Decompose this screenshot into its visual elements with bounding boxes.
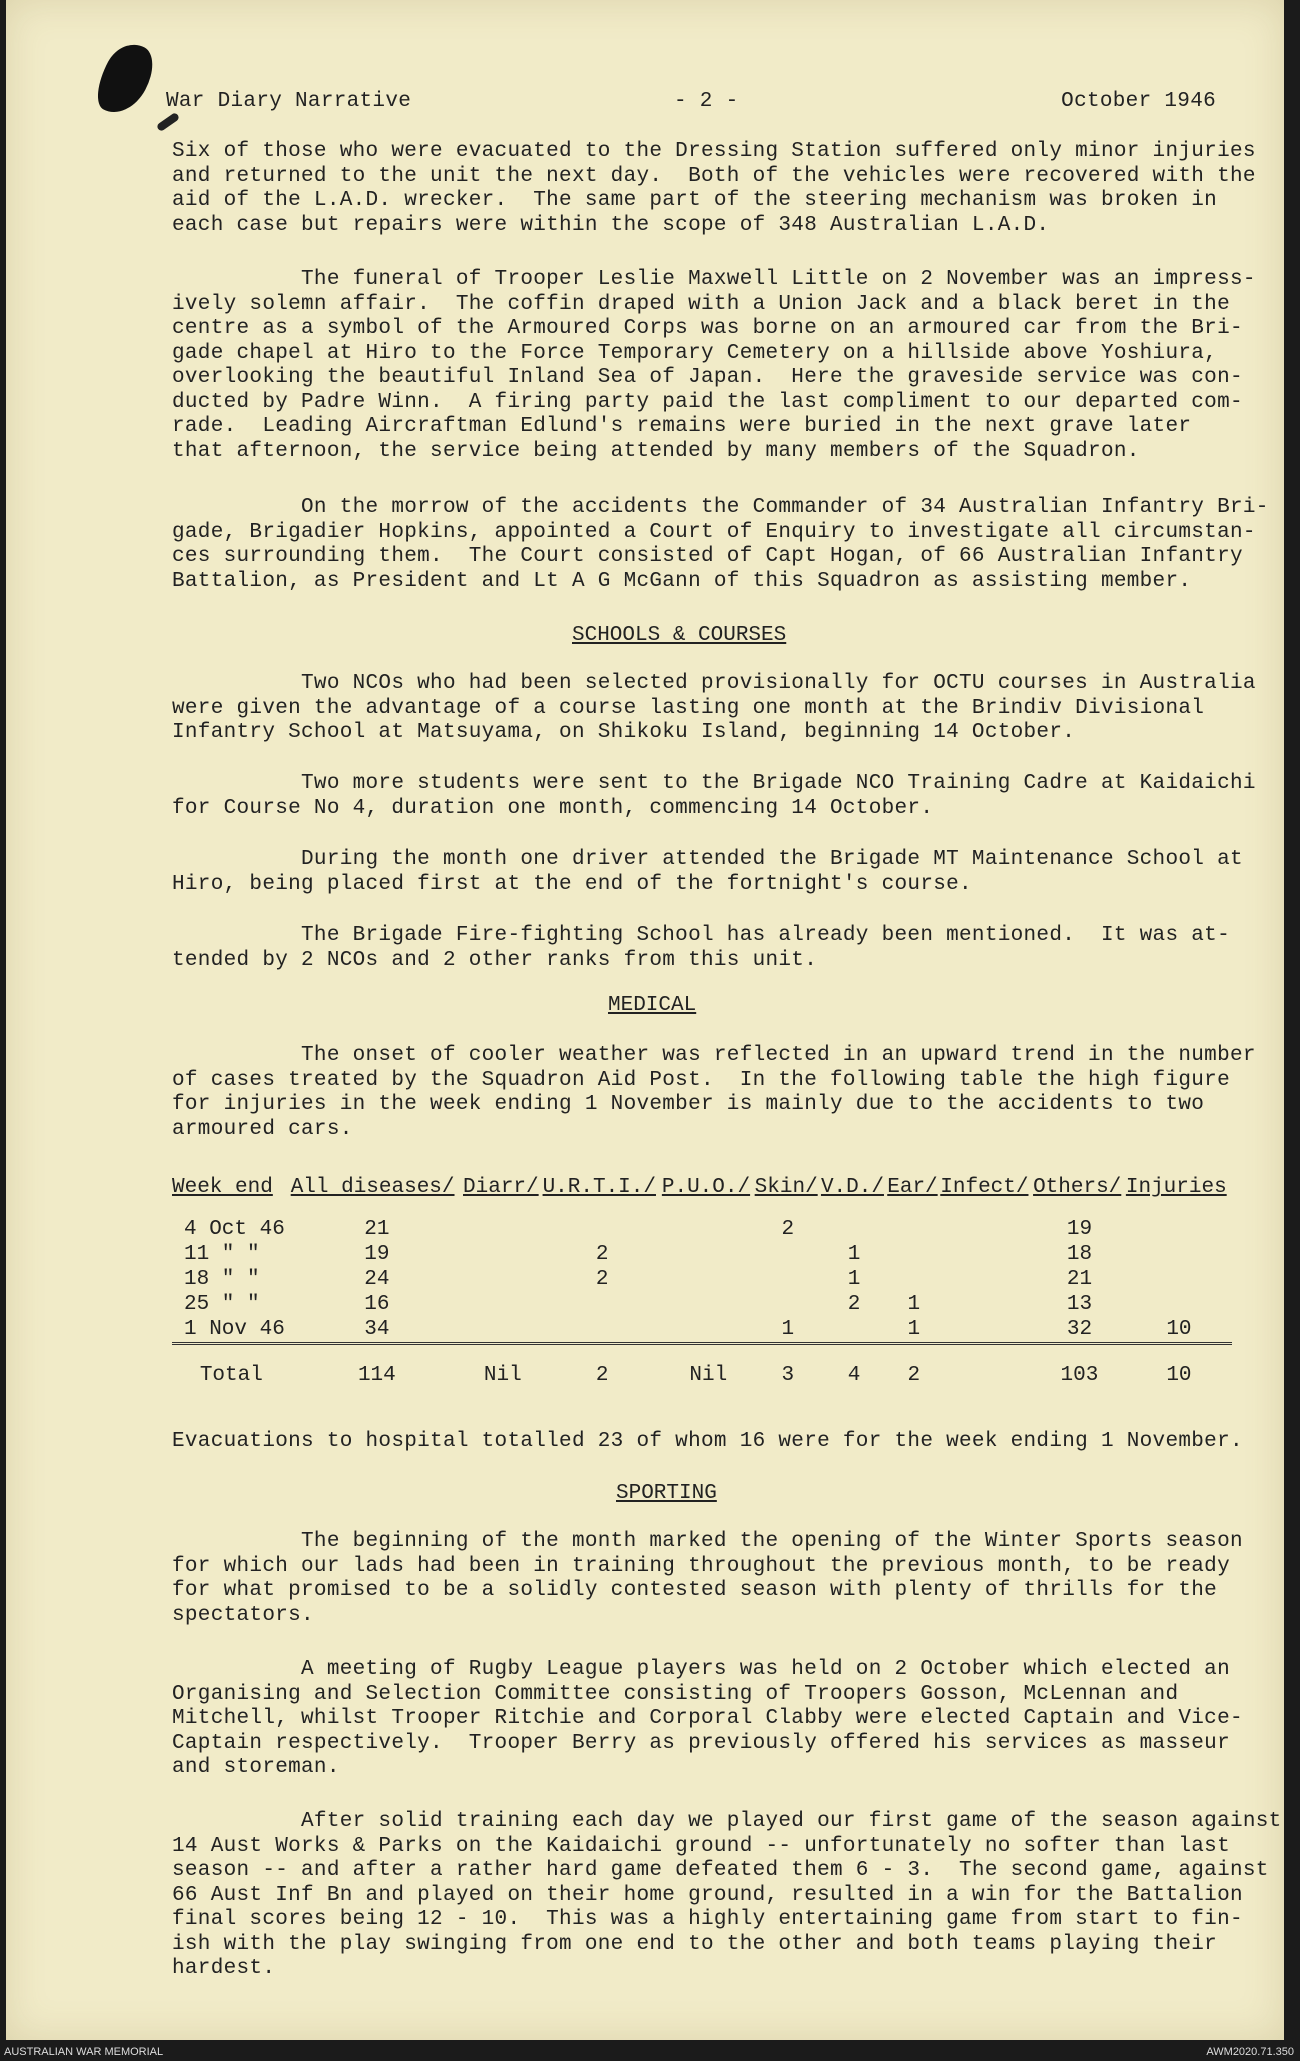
table-cell: 32 xyxy=(1066,1318,1093,1341)
paragraph-medical: The onset of cooler weather was reflected in an upward trend in the number of cases treated by the Squadron Aid Post. In the following table the high figure for injuries in the week ending 1 November is mainly due to the accidents to two armoured cars. xyxy=(172,1044,1256,1141)
page-header xyxy=(166,90,1216,116)
table-header-row xyxy=(172,1176,1232,1217)
table-cell: 1 Nov 46 xyxy=(184,1318,285,1341)
table-cell xyxy=(887,1267,940,1292)
table-cell: 18 " " xyxy=(184,1268,260,1291)
table-cell: 1 xyxy=(847,1243,861,1266)
table-cell: 1 xyxy=(781,1318,795,1341)
header-title: War Diary Narrative xyxy=(166,90,412,113)
table-cell: 103 xyxy=(1033,1344,1126,1389)
table-cell xyxy=(662,1242,755,1267)
total-label: Total xyxy=(172,1344,291,1389)
paragraph-fire-school: The Brigade Fire-fighting School has already been mentioned. It was at- tended by 2 NCOs and 2 other ranks from this unit. xyxy=(172,924,1230,972)
col-skin: Skin/ xyxy=(754,1176,818,1199)
footer-source: AUSTRALIAN WAR MEMORIAL xyxy=(4,2046,164,2058)
table-cell xyxy=(755,1292,821,1317)
table-cell: 10 xyxy=(1166,1318,1192,1341)
table-cell xyxy=(543,1317,662,1344)
table-cell: 3 xyxy=(755,1344,821,1389)
footer-reference: AWM2020.71.350 xyxy=(1206,2046,1294,2058)
col-infect: Infect/ xyxy=(940,1176,1029,1199)
table-row xyxy=(172,1317,1232,1344)
table-cell: 2 xyxy=(595,1243,609,1266)
table-cell: 1 xyxy=(847,1268,861,1291)
page-number: - 2 - xyxy=(674,90,739,113)
table-cell: Nil xyxy=(463,1344,543,1389)
table-cell xyxy=(463,1217,543,1242)
table-cell xyxy=(940,1344,1033,1389)
table-cell: 2 xyxy=(847,1293,861,1316)
paragraph-enquiry: On the morrow of the accidents the Commander of 34 Australian Infantry Bri- gade, Brigadier Hopkins, appointed a Court of Enquiry to investigate all circumstan- ces surrounding them. The Court consisted of Capt Hogan, of 66 Australian Infantry Battalion, as President and Lt A G McGann of this Squadron as assisting member. xyxy=(172,496,1269,593)
table-cell xyxy=(463,1292,543,1317)
table-cell: 11 " " xyxy=(184,1243,260,1266)
document-page xyxy=(6,0,1284,2040)
table-cell: 21 xyxy=(1066,1268,1093,1291)
paragraph-nco-cadre: Two more students were sent to the Brigade NCO Training Cadre at Kaidaichi for Course No 4, duration one month, commencing 14 October. xyxy=(172,772,1256,820)
table-cell xyxy=(755,1267,821,1292)
table-total-row xyxy=(172,1344,1232,1389)
col-others: Others/ xyxy=(1033,1176,1122,1199)
table-cell: 25 " " xyxy=(184,1293,260,1316)
paragraph-mt-school: During the month one driver attended the Brigade MT Maintenance School at Hiro, being placed first at the end of the fortnight's course. xyxy=(172,848,1243,896)
table-cell: 16 xyxy=(364,1293,390,1316)
table-cell xyxy=(755,1242,821,1267)
table-cell xyxy=(1126,1217,1232,1242)
table-cell xyxy=(887,1242,940,1267)
paragraph-evacuations: Evacuations to hospital totalled 23 of whom 16 were for the week ending 1 November. xyxy=(172,1430,1243,1453)
table-cell: 13 xyxy=(1066,1293,1093,1316)
table-cell xyxy=(662,1217,755,1242)
table-cell: 1 xyxy=(907,1293,921,1316)
table-cell xyxy=(940,1242,1033,1267)
table-cell xyxy=(940,1217,1033,1242)
table-cell: 1 xyxy=(907,1318,921,1341)
table-row xyxy=(172,1217,1232,1242)
table-cell xyxy=(940,1292,1033,1317)
col-ear: Ear/ xyxy=(887,1176,938,1199)
table-cell: 24 xyxy=(364,1268,390,1291)
table-cell xyxy=(543,1292,662,1317)
table-cell xyxy=(821,1217,887,1242)
col-urti: U.R.T.I./ xyxy=(542,1176,656,1199)
col-all-diseases: All diseases/ xyxy=(290,1176,455,1199)
heading-medical: MEDICAL xyxy=(608,994,697,1017)
medical-table xyxy=(172,1176,1232,1388)
table-cell: 10 xyxy=(1126,1344,1232,1389)
col-diarr: Diarr/ xyxy=(463,1176,539,1199)
col-week-end: Week end xyxy=(172,1176,273,1199)
table-cell xyxy=(463,1242,543,1267)
table-cell xyxy=(662,1267,755,1292)
table-row xyxy=(172,1267,1232,1292)
table-cell: 4 xyxy=(821,1344,887,1389)
col-vd: V.D./ xyxy=(820,1176,884,1199)
table-cell: Nil xyxy=(662,1344,755,1389)
heading-schools-courses: SCHOOLS & COURSES xyxy=(572,624,787,647)
header-date: October 1946 xyxy=(1061,90,1216,113)
table-cell: 2 xyxy=(543,1344,662,1389)
table-cell xyxy=(1126,1292,1232,1317)
paragraph-octu: Two NCOs who had been selected provisionally for OCTU courses in Australia were given the advantage of a course lasting one month at the Brindiv Divisional Infantry School at Matsuyama, on Shikoku Island, beginning 14 October. xyxy=(172,672,1256,744)
paragraph-games: After solid training each day we played our first game of the season against 14 Aust Works & Parks on the Kaidaichi ground -- unfortunately no softer than last season -- and after a rather hard game defeated them 6 - 3. The second game, against 66 Aust Inf Bn and played on their home ground, resulted in a win for the Battalion final scores being 12 - 10. This was a highly entertaining game from start to fin- ish with the play swinging from one end to the other and both teams playing their hardest. xyxy=(172,1810,1282,1980)
paragraph-winter-sports: The beginning of the month marked the opening of the Winter Sports season for which our lads had been in training throughout the previous month, to be ready for what promised to be a solidly contested season with plenty of thrills for the spectators. xyxy=(172,1530,1243,1627)
table-cell: 21 xyxy=(364,1218,390,1241)
archive-footer xyxy=(0,2042,1300,2061)
table-cell xyxy=(463,1267,543,1292)
paragraph-evacuated: Six of those who were evacuated to the Dressing Station suffered only minor injuries and returned to the unit the next day. Both of the vehicles were recovered with the aid of the L.A.D. wrecker. The same part of the steering mechanism was broken in each case but repairs were within the scope of 348 Australian L.A.D. xyxy=(172,140,1256,237)
table-cell xyxy=(821,1317,887,1344)
table-cell: 19 xyxy=(364,1243,390,1266)
table-cell: 2 xyxy=(781,1218,795,1241)
table-row xyxy=(172,1242,1232,1267)
table-row xyxy=(172,1292,1232,1317)
table-cell: 18 xyxy=(1066,1243,1093,1266)
table-cell xyxy=(662,1317,755,1344)
table-cell: 2 xyxy=(595,1268,609,1291)
table-cell xyxy=(940,1267,1033,1292)
table-cell xyxy=(463,1317,543,1344)
table-cell xyxy=(543,1217,662,1242)
table-cell xyxy=(1126,1267,1232,1292)
table-cell: 34 xyxy=(364,1318,390,1341)
heading-sporting: SPORTING xyxy=(616,1482,717,1505)
table-cell xyxy=(940,1317,1033,1344)
paragraph-rugby-meeting: A meeting of Rugby League players was held on 2 October which elected an Organising and Selection Committee consisting of Troopers Gosson, McLennan and Mitchell, whilst Trooper Ritchie and Corporal Clabby were elected Captain and Vice- Captain respectively. Trooper Berry as previously offered his services as masseur and storeman. xyxy=(172,1658,1243,1779)
ink-blot xyxy=(87,36,162,123)
table-cell: 4 Oct 46 xyxy=(184,1218,285,1241)
table-cell xyxy=(662,1292,755,1317)
table-cell xyxy=(1126,1242,1232,1267)
table-cell: 114 xyxy=(291,1344,463,1389)
table-cell: 2 xyxy=(887,1344,940,1389)
paragraph-funeral: The funeral of Trooper Leslie Maxwell Little on 2 November was an impress- ively solemn affair. The coffin draped with a Union Jack and a black beret in the centre as a symbol of the Armoured Corps was borne on an armoured car from the Bri- gade chapel at Hiro to the Force Temporary Cemetery on a hillside above Yoshiura, overlooking the beautiful Inland Sea of Japan. Here the graveside service was con- ducted by Padre Winn. A firing party paid the last compliment to our departed com- rade. Leading Aircraftman Edlund's remains were buried in the next grave later that afternoon, the service being attended by many members of the Squadron. xyxy=(172,268,1256,463)
table-cell xyxy=(887,1217,940,1242)
table-cell: 19 xyxy=(1066,1218,1093,1241)
col-injuries: Injuries xyxy=(1125,1176,1227,1199)
col-puo: P.U.O./ xyxy=(661,1176,751,1199)
